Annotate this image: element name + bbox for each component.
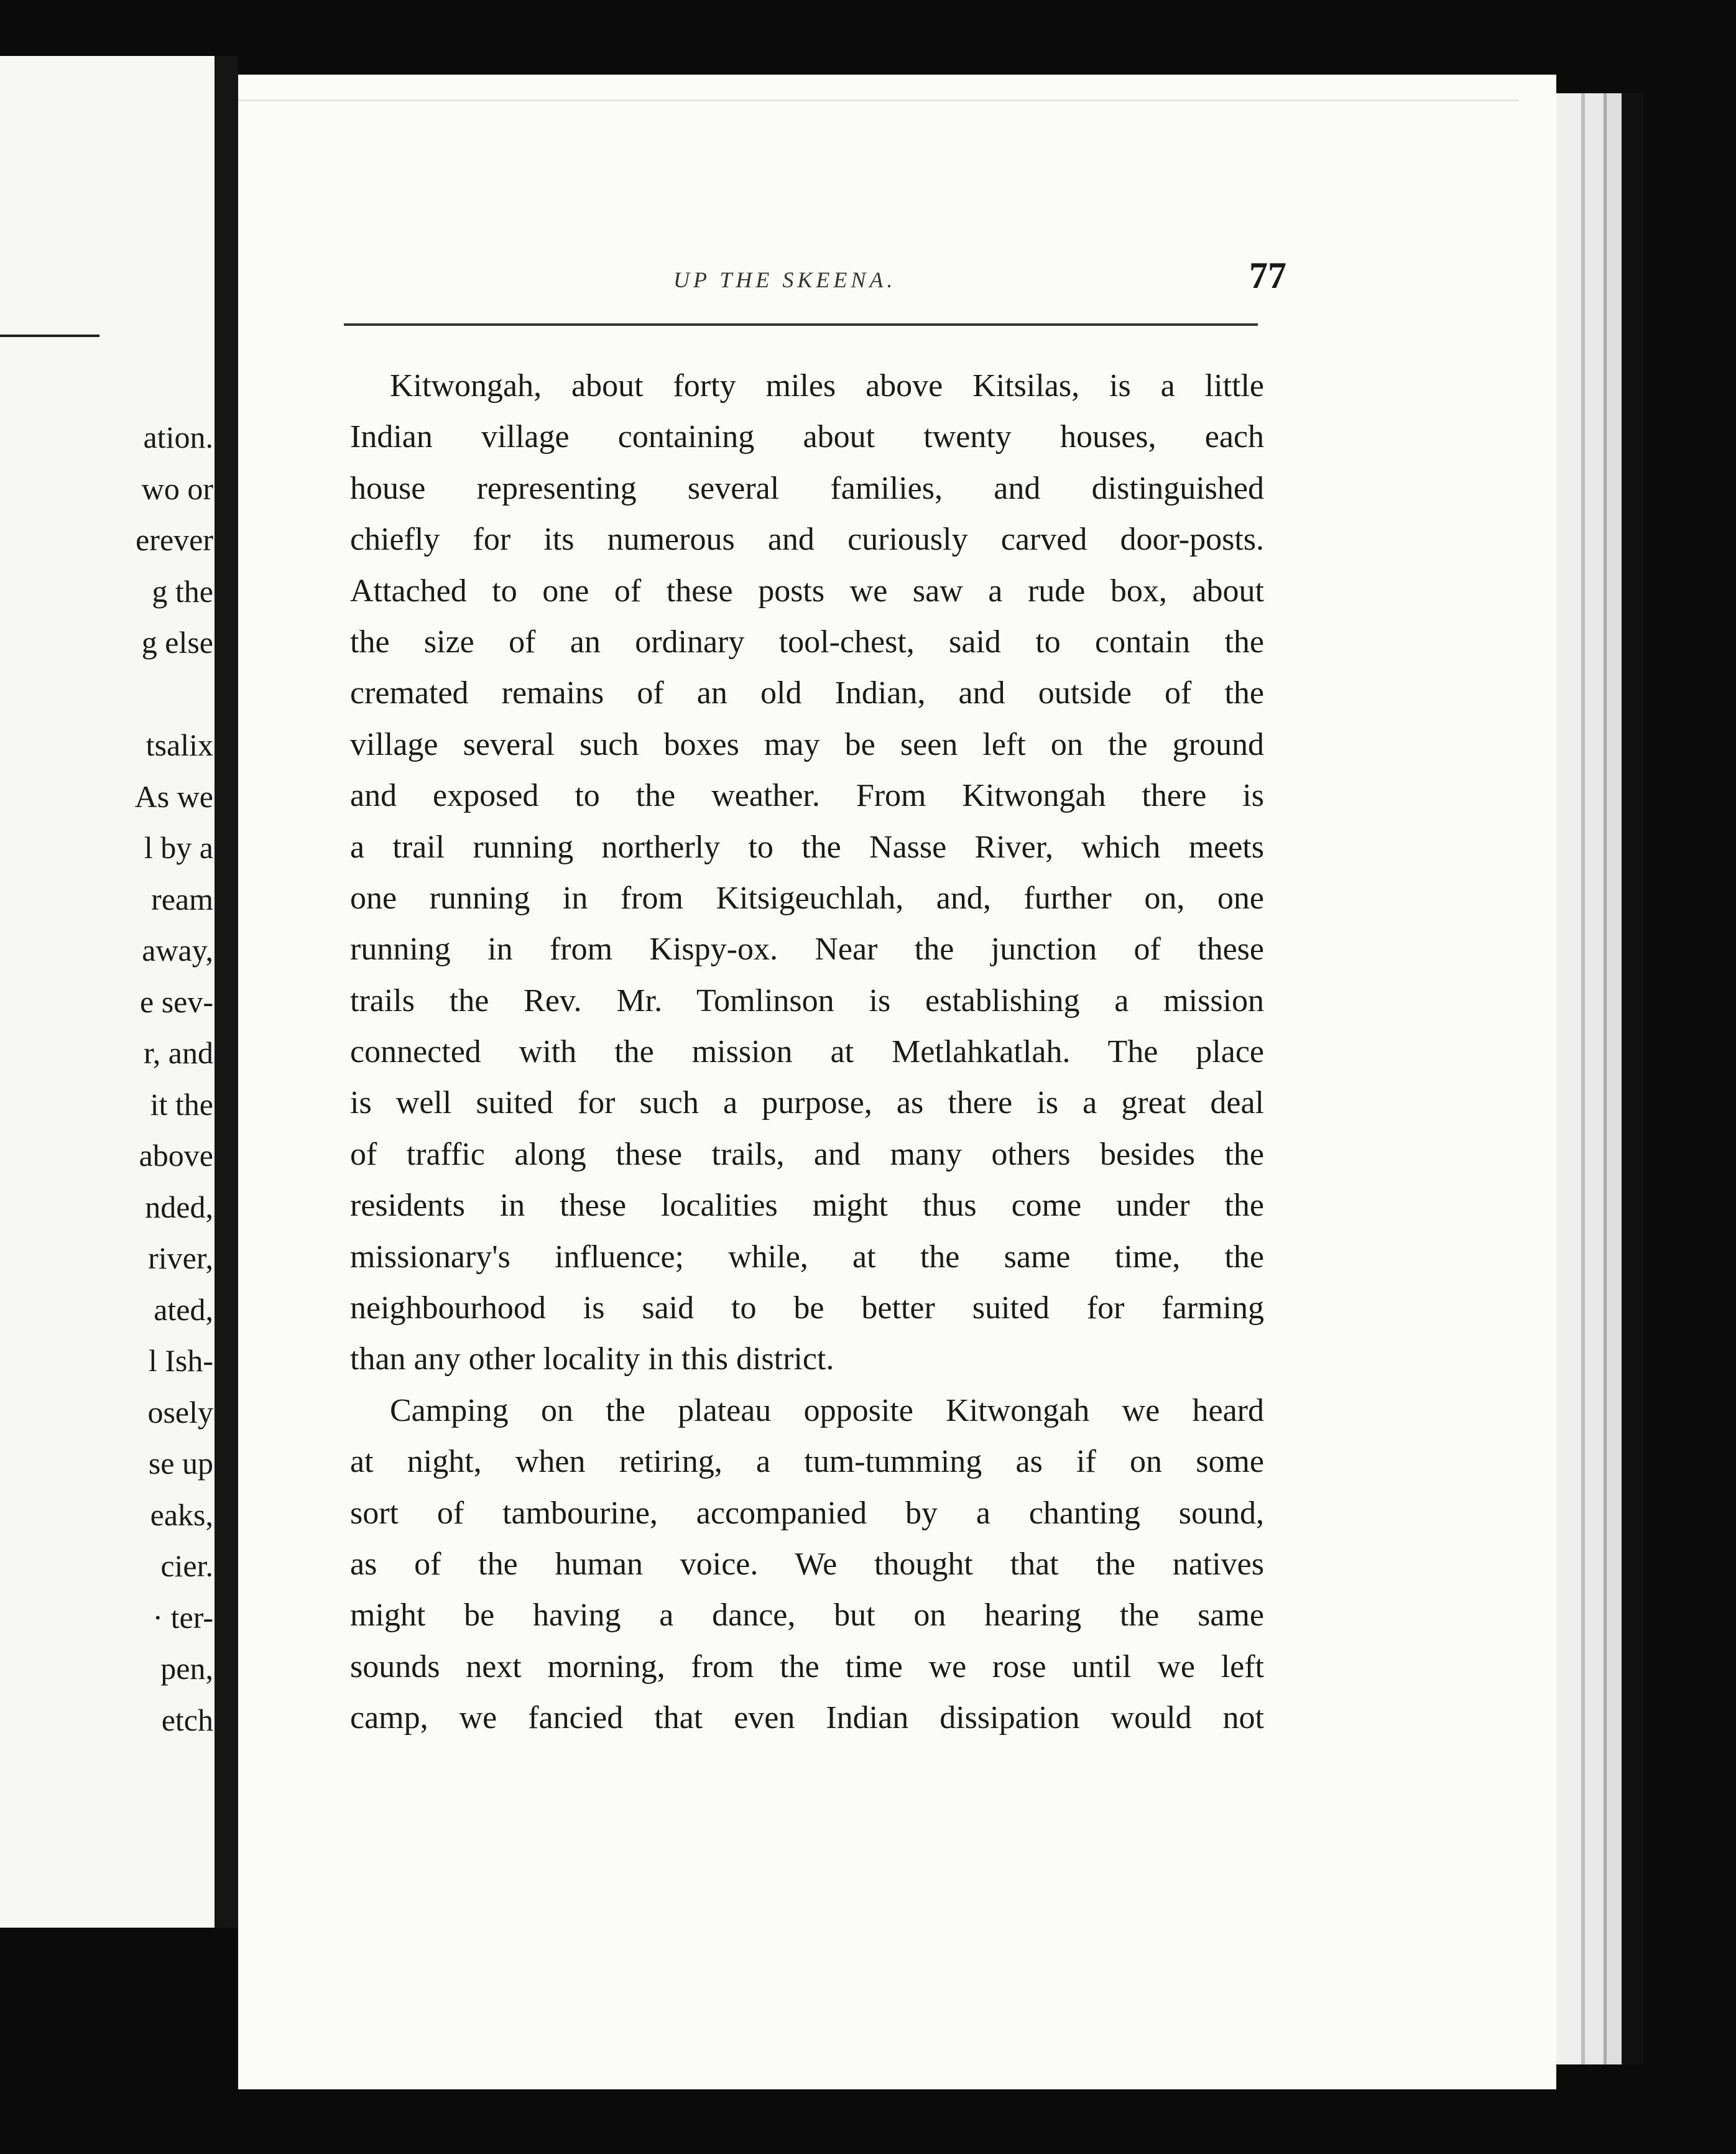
running-head: UP THE SKEENA.: [673, 267, 897, 292]
text-line: cremated remains of an old Indian, and outside of the: [350, 675, 1264, 711]
left-page-line: ation.: [143, 420, 213, 455]
page-top-edge: [238, 99, 1519, 101]
left-page: [0, 56, 215, 1928]
left-page-line: ated,: [154, 1292, 213, 1327]
left-page-head-rule: [0, 335, 99, 337]
text-line: Indian village containing about twenty houses, each: [350, 419, 1264, 455]
left-page-line: tsalix: [145, 728, 213, 762]
left-page-line: it the: [150, 1086, 213, 1122]
left-page-line: pen,: [160, 1651, 213, 1686]
left-page-line: l Ish-: [148, 1343, 213, 1378]
book-gutter: [215, 56, 238, 1928]
text-line: Attached to one of these posts we saw a rude box, about: [350, 573, 1264, 609]
running-head-rule: [344, 323, 1258, 326]
text-line: running in from Kispy-ox. Near the junction of these: [350, 931, 1264, 968]
left-page-line: · ter-: [152, 1599, 213, 1635]
text-line: than any other locality in this district.: [350, 1341, 834, 1377]
left-page-line: away,: [142, 933, 213, 968]
text-line: Kitwongah, about forty miles above Kitsilas, is a little: [390, 368, 1264, 404]
left-page-line: nded,: [145, 1189, 213, 1224]
left-page-line: ream: [151, 881, 213, 917]
text-line: sort of tambourine, accompanied by a chanting sound,: [350, 1495, 1264, 1531]
left-page-line: eaks,: [150, 1497, 213, 1532]
text-line: Camping on the plateau opposite Kitwongah we heard: [390, 1392, 1264, 1428]
text-line: residents in these localities might thus come under the: [350, 1188, 1264, 1224]
text-line: at night, when retiring, a tum-tumming as if on some: [350, 1444, 1264, 1480]
text-line: house representing several families, and distinguished: [350, 470, 1264, 506]
left-page-line: wo or: [141, 471, 213, 506]
text-line: might be having a dance, but on hearing the same: [350, 1597, 1264, 1634]
text-line: camp, we fancied that even Indian dissipation would not: [350, 1700, 1264, 1736]
text-line: village several such boxes may be seen left on the ground: [350, 726, 1264, 762]
left-page-line: etch: [161, 1702, 213, 1737]
text-line: trails the Rev. Mr. Tomlinson is establishing a mission: [350, 982, 1264, 1019]
page-edges: [1556, 93, 1643, 2064]
text-line: sounds next morning, from the time we rose until we left: [350, 1648, 1264, 1685]
left-page-line: river,: [148, 1241, 213, 1275]
text-line: the size of an ordinary tool-chest, said to contain the: [350, 624, 1264, 660]
text-line: and exposed to the weather. From Kitwongah there is: [350, 778, 1264, 814]
text-line: one running in from Kitsigeuchlah, and, further on, one: [350, 880, 1264, 916]
left-page-line: osely: [147, 1394, 213, 1430]
text-line: neighbourhood is said to be better suited for farming: [350, 1290, 1264, 1326]
page-number: 77: [1249, 255, 1286, 296]
left-page-line: l by a: [144, 830, 213, 865]
text-line: a trail running northerly to the Nasse River, which meets: [350, 829, 1264, 865]
left-page-line: e sev-: [140, 984, 213, 1019]
text-line: as of the human voice. We thought that the natives: [350, 1546, 1264, 1582]
left-page-line: erever: [136, 522, 213, 557]
body-text: [350, 361, 1264, 1744]
left-page-line: g the: [152, 573, 213, 609]
left-page-line: [3, 668, 215, 720]
left-page-line: se up: [148, 1446, 213, 1481]
paragraph: [350, 361, 1264, 1385]
text-line: of traffic along these trails, and many others besides the: [350, 1136, 1264, 1172]
left-page-line: r, and: [144, 1035, 213, 1070]
right-page: [238, 75, 1556, 2089]
left-page-line: cier.: [160, 1548, 213, 1583]
left-page-line: As we: [134, 779, 213, 814]
text-line: missionary's influence; while, at the same time, the: [350, 1239, 1264, 1275]
left-page-text: [3, 412, 215, 1745]
left-page-line: above: [139, 1138, 213, 1173]
text-line: is well suited for such a purpose, as there is a great deal: [350, 1085, 1264, 1121]
left-page-line: g else: [141, 625, 213, 660]
text-line: chiefly for its numerous and curiously carved door-posts.: [350, 522, 1264, 558]
text-line: connected with the mission at Metlahkatlah. The place: [350, 1034, 1264, 1070]
paragraph: [350, 1385, 1264, 1744]
